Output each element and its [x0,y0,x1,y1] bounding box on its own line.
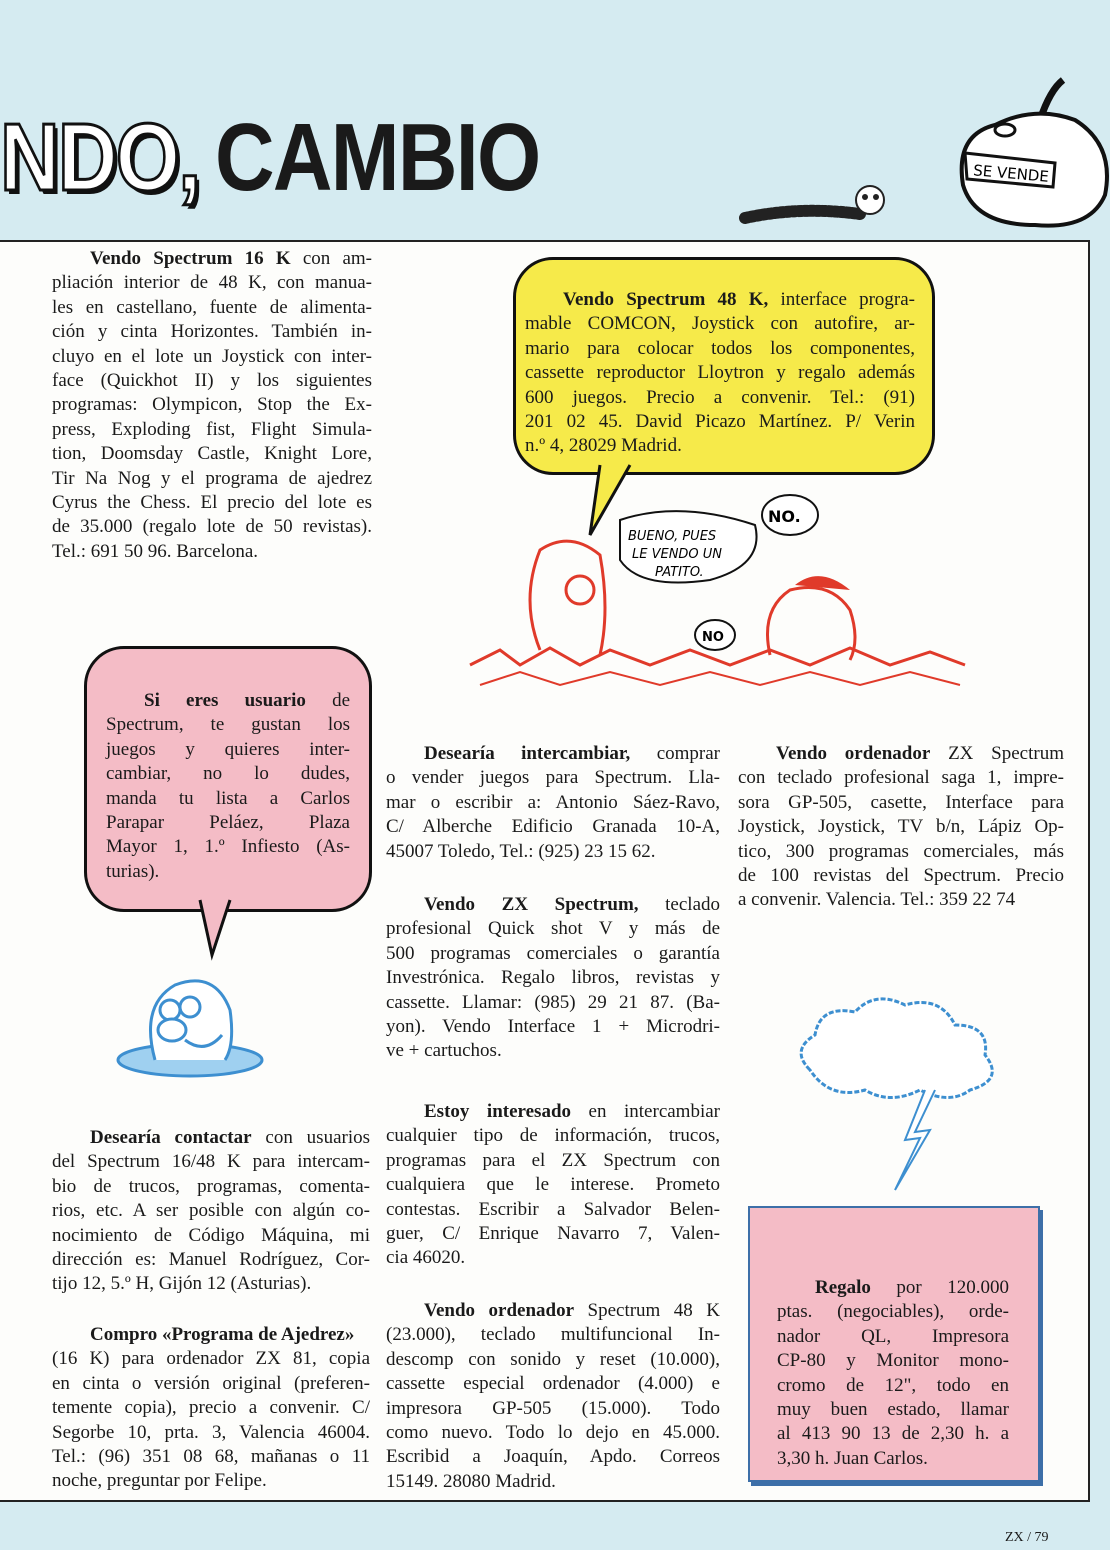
ad-lead: Vendo ordenador [776,743,931,764]
ad-text-line: de 35.000 (regalo lote de 50 revistas). [52,516,372,538]
ad-text-line: Segorbe 10, prta. 3, Valencia 46004. [52,1421,370,1443]
ad-text-line: sora GP-505, casette, Interface para [738,791,1064,813]
ad-vendo-ordenador-zx [738,742,1064,913]
ad-lead: Vendo ZX Spectrum, [424,894,639,915]
apple-label: SE VENDE [972,161,1050,186]
ad-text-line: rios, etc. A ser posible con algún co- [52,1200,370,1222]
ad-text-line: cualquiera que le interese. Prometo [386,1174,720,1196]
speech-no-1: NO. [768,507,801,526]
ad-text-line: contestas. Escribir a Salvador Belen- [386,1198,720,1220]
ad-text: ZX Spectrum [930,743,1064,764]
ad-vendo-zx-spectrum [386,893,720,1064]
ad-text: de [305,690,351,711]
ad-text-line: press, Exploding fist, Flight Simula- [52,418,372,440]
swimmers-cartoon [460,480,970,695]
ad-lead: Compro «Programa de Ajedrez» [90,1324,355,1345]
ad-text-line: manda tu lista a Carlos [106,787,350,809]
ad-text-line: 600 juegos. Precio a convenir. Tel.: (91) [525,386,915,408]
ad-text-line: cromo de 12", todo en [777,1374,1009,1396]
ad-text-line: programas para el ZX Spectrum con [386,1149,720,1171]
ad-text: con usuarios [251,1127,370,1148]
ad-text-line: cassette especial ordenador (4.000) e [386,1373,720,1395]
ad-text-line: mar o escribir a: Antonio Sáez-Ravo, [386,791,720,813]
ad-text-line: 45007 Toledo, Tel.: (925) 23 15 62. [386,840,656,862]
ad-text-line: Tel.: 691 50 96. Barcelona. [52,540,259,562]
ad-text-line: tico, 300 programas comerciales, más [738,840,1064,862]
ad-text-line: bio de trucos, programas, comenta- [52,1175,370,1197]
headline-part-1: NDO, [0,104,200,211]
ad-text-line: face (Quickhot II) y los siguientes [52,369,372,391]
ad-lead: Regalo [815,1277,871,1298]
apple-illustration [955,75,1110,235]
ad-text: teclado [638,894,721,915]
ad-lead: Vendo Spectrum 48 K, [563,289,769,310]
ad-text-line: cualquier tipo de información, trucos, [386,1125,720,1147]
ad-text-line [52,1323,370,1347]
ad-text-line: en cinta o versión original (preferen- [52,1372,370,1394]
man-in-hole-illustration [110,965,270,1080]
ad-text: por 120.000 [870,1277,1009,1298]
ad-text-line: pliación interior de 48 K, con manua- [52,272,372,294]
ad-text-line: Cyrus the Chess. El precio del lote es [52,491,372,513]
ad-lead: Si eres usuario [144,690,306,711]
speech-line: PATITO. [655,565,704,580]
ad-text-line [777,1276,1009,1300]
ad-text-line: muy buen estado, llamar [777,1398,1009,1420]
ad-text-line: descomp con sonido y reset (10.000), [386,1348,720,1370]
ad-lead: Vendo ordenador [424,1300,575,1321]
ad-text-line: dirección es: Manuel Rodríguez, Cor- [52,1248,370,1270]
ad-text-line: 15149. 28080 Madrid. [386,1470,556,1492]
ad-text-line: Mayor 1, 1.º Infiesto (As- [106,836,350,858]
ad-text-line: n.º 4, 28029 Madrid. [525,435,682,457]
speech-line: LE VENDO UN [632,547,723,562]
ad-text-line: 500 programas comerciales o garantía [386,942,720,964]
ad-text-line: Joystick, Joystick, TV b/n, Lápiz Op- [738,816,1064,838]
ad-text-line: Investrónica. Regalo libros, revistas y [386,967,720,989]
section-headline [0,104,540,211]
ad-text-line: impresora GP-505 (15.000). Todo [386,1397,720,1419]
ad-text: en intercambiar [571,1101,721,1122]
ad-text-line: nador QL, Impresora [777,1325,1009,1347]
ad-text-line: mario para colocar todos los componentes, [525,337,915,359]
ad-estoy-interesado [386,1100,720,1271]
ad-text-line [386,1299,720,1323]
ad-text-line: (23.000), teclado multifuncional In- [386,1324,720,1346]
speech-line: BUENO, PUES [628,529,717,544]
ad-text-line: 3,30 h. Juan Carlos. [777,1447,928,1469]
ad-text-line: noche, preguntar por Felipe. [52,1470,267,1492]
ad-text-line [525,288,915,312]
ad-vendo-ordenador-48k [386,1299,720,1494]
speech-no-2: NO [702,630,724,645]
ad-text-line [106,689,350,713]
page-number: ZX / 79 [1005,1530,1049,1545]
ad-text-line: Tel.: (96) 351 08 68, mañanas o 11 [52,1445,370,1467]
ad-regalo [777,1276,1009,1471]
ad-text-line: CP-80 y Monitor mono- [777,1350,1009,1372]
ad-text-line: mable COMCON, Joystick con autofire, ar- [525,313,915,335]
ad-text-line: ptas. (negociables), orde- [777,1301,1009,1323]
ad-text-line [386,742,720,766]
ad-text-line [386,893,720,917]
ad-text-line: ción y cinta Horizontes. También in- [52,321,372,343]
ad-si-eres-usuario [106,689,350,884]
ad-compro-ajedrez [52,1323,370,1494]
ad-text-line: programas: Olympicon, Stop the Ex- [52,394,372,416]
ad-text: Spectrum 48 K [574,1300,720,1321]
ad-text-line: juegos y quieres inter- [106,738,350,760]
ad-text-line [52,1126,370,1150]
ad-text-line: yon). Vendo Interface 1 + Microdri- [386,1015,720,1037]
ad-text-line: Escribid a Joaquín, Apdo. Correos [386,1446,720,1468]
storm-cloud-illustration [790,990,1020,1210]
ad-text: interface progra- [768,289,916,310]
ad-text-line: les en castellano, fuente de alimenta- [52,296,372,318]
ad-lead: Desearía contactar [90,1127,252,1148]
ad-text-line: cia 46020. [386,1247,466,1269]
pink-bubble-tail [200,900,240,960]
ad-text-line: tijo 12, 5.º H, Gijón 12 (Asturias). [52,1273,312,1295]
ad-text-line: temente copia), precio a convenir. C/ [52,1397,370,1419]
ad-text-line [386,1100,720,1124]
ad-text-line: Parapar Peláez, Plaza [106,811,350,833]
ad-desearia-intercambiar [386,742,720,864]
ad-text-line [52,247,372,271]
ad-text: comprar [630,743,720,764]
ad-text-line: con teclado profesional saga 1, impre- [738,767,1064,789]
ad-text-line: tion, Doomsday Castle, Knight Lore, [52,443,372,465]
ad-text-line: C/ Alberche Edificio Granada 10-A, [386,816,720,838]
ad-lead: Estoy interesado [424,1101,572,1122]
ad-lead: Vendo Spectrum 16 K [90,248,291,269]
ad-text-line: turias). [106,860,160,882]
ad-text-line: como nuevo. Todo lo dejo en 45.000. [386,1421,720,1443]
ad-text-line: nocimiento de Código Máquina, mi [52,1224,370,1246]
headline-part-2: CAMBIO [215,104,540,211]
ad-text-line: al 413 90 13 de 2,30 h. a [777,1423,1009,1445]
ad-text-line: cassette. Llamar: (985) 29 21 87. (Ba- [386,991,720,1013]
ad-text-line: del Spectrum 16/48 K para intercam- [52,1151,370,1173]
ad-spectrum-48k [525,288,915,459]
ad-text-line: a convenir. Valencia. Tel.: 359 22 74 [738,889,1016,911]
ad-spectrum-16k [52,247,372,564]
ad-text-line: (16 K) para ordenador ZX 81, copia [52,1348,370,1370]
ad-desearia-contactar [52,1126,370,1297]
ad-text-line: ve + cartuchos. [386,1040,502,1062]
ad-lead: Desearía intercambiar, [424,743,631,764]
ad-text-line: Spectrum, te gustan los [106,714,350,736]
ad-text-line: guer, C/ Enrique Navarro 7, Valen- [386,1222,720,1244]
ad-text-line [738,742,1064,766]
ad-text-line: de 100 revistas del Spectrum. Precio [738,864,1064,886]
ad-text-line: o vender juegos para Spectrum. Lla- [386,767,720,789]
ad-text: con am- [290,248,372,269]
ad-text-line: cluyo en el lote un Joystick con inter- [52,345,372,367]
ad-text-line: cambiar, no lo dudes, [106,763,350,785]
ad-text-line: cassette reproductor Lloytron y regalo además [525,362,915,384]
ad-text-line: 201 02 45. David Picazo Martínez. P/ Verin [525,410,915,432]
ad-text-line: Tir Na Nog y el programa de ajedrez [52,467,372,489]
ad-text-line: profesional Quick shot V y más de [386,918,720,940]
worm-illustration [740,170,900,230]
